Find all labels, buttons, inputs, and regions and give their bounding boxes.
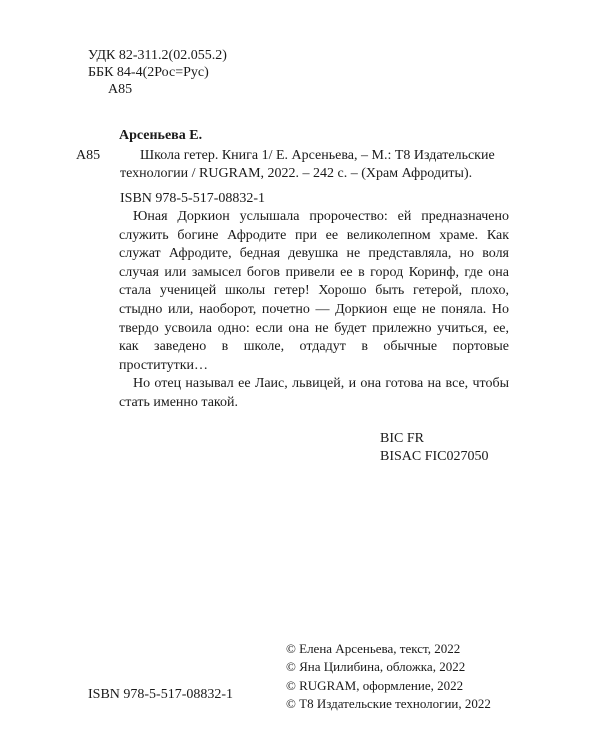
copyright-block [286,640,491,713]
author-mark-top: А85 [108,82,133,97]
author-name: Арсеньева Е. [119,128,203,143]
isbn-record: ISBN 978-5-517-08832-1 [120,191,266,206]
annotation-paragraph: Но отец называл ее Лаис, львицей, и она готова на все, чтобы стать именно такой. [119,376,509,410]
footer-isbn: ISBN 978-5-517-08832-1 [88,687,234,702]
copyright-line: © Елена Арсеньева, текст, 2022 [286,641,461,656]
bibliographic-description-line2: технологии / RUGRAM, 2022. – 242 с. – (Храм Афродиты). [120,166,473,181]
copyright-line: © Т8 Издательские технологии, 2022 [286,695,491,711]
author-mark: А85 [76,148,101,163]
copyright-line: © Яна Цилибина, обложка, 2022 [286,659,466,675]
udk-code: УДК 82-311.2(02.055.2) [88,48,227,63]
annotation [119,208,509,413]
bisac-code: BISAC FIC027050 [380,449,489,464]
bbk-code: ББК 84-4(2Рос=Рус) [88,65,209,80]
annotation-paragraph: Юная Доркион услышала пророчество: ей предназначено служить богине Афродите при ее великолепном храме. Как служат Афродите, бедная девушка не представляла, но воля случая или замысел богов привели ее в город Коринф, где она стала ученицей школы гетер! Хорошо быть гетерой, плохо, стыдно или, наоборот, почетно — Доркион еще не поняла. Но твердо усвоила одно: если она не будет прилежно учиться, ее, как заведено в школе, отдадут в обычные портовые проститутки… [119,209,509,373]
bic-code: BIC FR [380,431,424,446]
copyright-line: © RUGRAM, оформление, 2022 [286,677,464,693]
bibliographic-description-line1: Школа гетер. Книга 1/ Е. Арсеньева, – М.: Т8 Издательские [140,148,495,163]
